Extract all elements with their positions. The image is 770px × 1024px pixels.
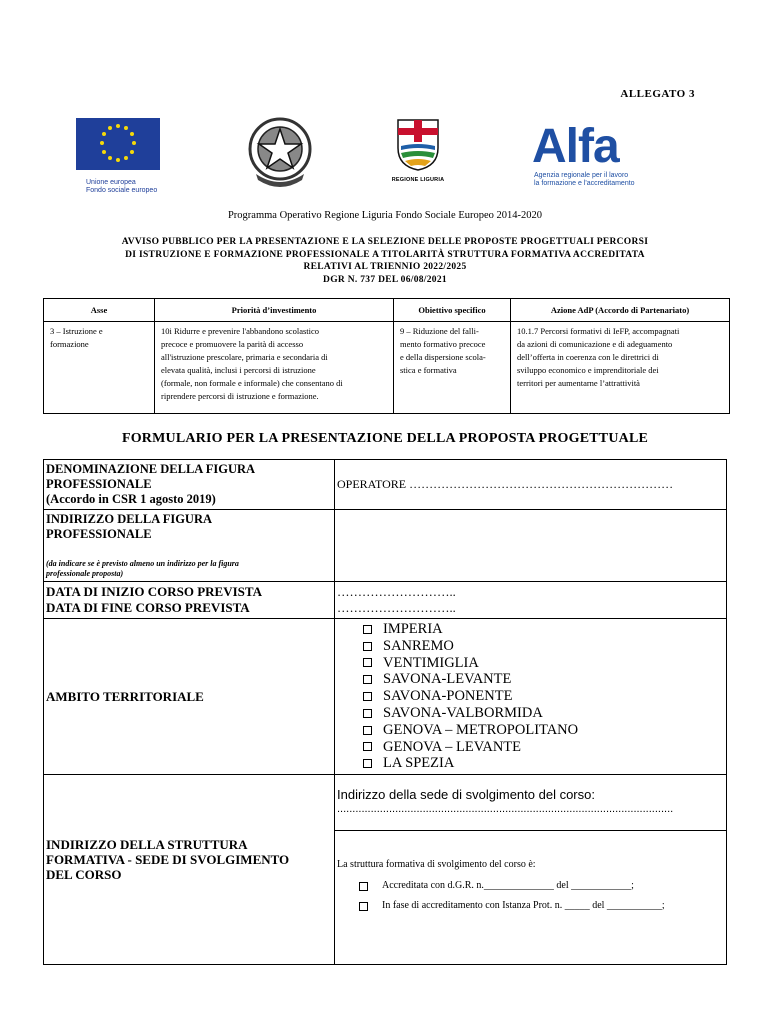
accreditata-label: Accreditata con d.G.R. n.______________ del ____________; <box>382 880 634 892</box>
cell-line: dell’offerta in coerenza con le direttrici di <box>517 352 659 362</box>
accreditata-option[interactable] <box>359 880 724 891</box>
sede-label <box>44 775 335 965</box>
cell-line: elevata qualità, inclusi i percorsi di istruzione <box>161 365 316 375</box>
struttura-intro: La struttura formativa di svolgimento del corso è: <box>337 859 536 871</box>
checkbox-icon[interactable] <box>363 642 372 651</box>
denominazione-label <box>44 460 335 510</box>
eu-logo-line1: Unione europea <box>86 179 136 186</box>
alfa-wordmark: Alfa <box>532 120 619 173</box>
label-line: FORMATIVA - SEDE DI SVOLGIMENTO <box>46 852 290 868</box>
axes-cell-priorita <box>155 322 394 414</box>
avviso-line: DI ISTRUZIONE E FORMAZIONE PROFESSIONALE A TITOLARITÀ STRUTTURA FORMATIVA ACCREDITATA <box>125 249 645 260</box>
alfa-line1: Agenzia regionale per il lavoro <box>534 172 629 179</box>
axes-header-priorita: Priorità d’investimento <box>155 299 394 322</box>
indirizzo-figura-field[interactable] <box>335 510 727 582</box>
operatore-field[interactable] <box>335 460 727 510</box>
label-line: (Accordo in CSR 1 agosto 2019) <box>46 492 216 506</box>
checkbox-icon[interactable] <box>363 726 372 735</box>
eu-logo <box>76 118 160 195</box>
cell-line: stica e formativa <box>400 365 457 375</box>
axes-header-obiettivo: Obiettivo specifico <box>394 299 511 322</box>
option-label: GENOVA – METROPOLITANO <box>383 721 579 738</box>
axes-cell-azione <box>511 322 730 414</box>
checkbox-icon[interactable] <box>363 709 372 718</box>
programma-line: Programma Operativo Regione Liguria Fondo Sociale Europeo 2014-2020 <box>227 210 543 221</box>
ambito-option[interactable] <box>363 722 724 739</box>
data-fine-field[interactable]: ……………………….. <box>337 601 456 615</box>
eu-logo-line2: Fondo sociale europeo <box>86 187 158 194</box>
sede-address-box <box>335 775 726 831</box>
ambito-option[interactable] <box>363 638 724 655</box>
form-title: FORMULARIO PER LA PRESENTAZIONE DELLA PROPOSTA PROGETTUALE <box>121 431 649 446</box>
option-label: SAVONA-PONENTE <box>383 688 513 705</box>
date-fields <box>335 582 727 619</box>
sede-indirizzo-label: Indirizzo della sede di svolgimento del corso: <box>337 787 595 803</box>
avviso-title <box>60 236 710 286</box>
ambito-option[interactable] <box>363 688 724 705</box>
checkbox-icon[interactable] <box>363 675 372 684</box>
logo-bar <box>0 112 770 202</box>
label-line: DEL CORSO <box>46 867 122 883</box>
option-label: GENOVA – LEVANTE <box>383 738 522 755</box>
liguria-label: REGIONE LIGURIA <box>391 177 445 183</box>
regione-liguria-logo <box>390 116 446 183</box>
note-line: (da indicare se è previsto almeno un indirizzo per la figura <box>46 559 239 568</box>
indirizzo-note <box>46 559 332 579</box>
cell-line: 10i Ridurre e prevenire l'abbandono scolastico <box>161 326 320 336</box>
ambito-option[interactable] <box>363 755 724 772</box>
date-labels <box>44 582 335 619</box>
option-label: IMPERIA <box>383 621 443 637</box>
axes-header-asse: Asse <box>44 299 155 322</box>
alfa-line2: la formazione e l'accreditamento <box>534 180 635 187</box>
italian-emblem-icon <box>244 114 316 190</box>
cell-line: da azioni di comunicazione e di adeguamento <box>517 339 673 349</box>
label-line: PROFESSIONALE <box>46 527 152 541</box>
avviso-line: RELATIVI AL TRIENNIO 2022/2025 <box>303 262 467 272</box>
avviso-line: AVVISO PUBBLICO PER LA PRESENTAZIONE E LA SELEZIONE DELLE PROPOSTE PROGETTUALI PERCORSI <box>121 237 649 247</box>
proposal-form-table <box>43 459 727 965</box>
cell-line: all'istruzione prescolare, primaria e secondaria di <box>161 352 328 362</box>
data-inizio-label: DATA DI INIZIO CORSO PREVISTA <box>46 584 262 599</box>
checkbox-icon[interactable] <box>363 658 372 667</box>
avviso-line: DGR N. 737 DEL 06/08/2021 <box>323 274 447 285</box>
in-fase-label: In fase di accreditamento con Istanza Prot. n. _____ del ___________; <box>382 900 665 912</box>
label-line: DENOMINAZIONE DELLA FIGURA <box>46 462 256 476</box>
cell-line: formazione <box>50 339 89 349</box>
operatore-text: OPERATORE ………………………………………………………… <box>337 477 674 491</box>
axes-table <box>43 298 730 414</box>
alfa-logo <box>532 122 662 188</box>
cell-line: 9 – Riduzione del falli- <box>400 326 479 336</box>
ambito-option[interactable] <box>363 671 724 688</box>
option-label: SAVONA-LEVANTE <box>383 671 512 688</box>
eu-flag-icon <box>76 118 160 170</box>
checkbox-icon[interactable] <box>363 625 372 634</box>
ambito-options <box>335 619 727 775</box>
ambito-checklist <box>337 621 724 772</box>
checkbox-icon[interactable] <box>363 759 372 768</box>
cell-line: mento formativo precoce <box>400 339 486 349</box>
cell-line: (formale, non formale e informale) che consentano di <box>161 378 343 388</box>
ambito-option[interactable] <box>363 655 724 672</box>
allegato-label: ALLEGATO 3 <box>620 88 695 100</box>
option-label: SAVONA-VALBORMIDA <box>383 704 543 721</box>
liguria-shield-icon <box>395 116 441 172</box>
note-line: professionale proposta) <box>46 569 124 578</box>
in-fase-option[interactable] <box>359 900 724 911</box>
data-fine-label: DATA DI FINE CORSO PREVISTA <box>46 600 250 615</box>
struttura-box <box>335 831 726 963</box>
cell-line: riprendere percorsi di istruzione e formazione. <box>161 391 319 401</box>
ambito-option[interactable] <box>363 739 724 756</box>
cell-line: 3 – Istruzione e <box>50 326 103 336</box>
cell-line: e della dispersione scola- <box>400 352 486 362</box>
checkbox-icon[interactable] <box>359 882 368 891</box>
sede-fields <box>335 775 727 965</box>
option-label: VENTIMIGLIA <box>383 654 479 671</box>
indirizzo-figura-label <box>44 510 335 582</box>
axes-header-azione: Azione AdP (Accordo di Partenariato) <box>511 299 730 322</box>
label-line: INDIRIZZO DELLA FIGURA <box>46 512 213 526</box>
label-line: PROFESSIONALE <box>46 477 152 491</box>
axes-cell-asse <box>44 322 155 414</box>
ambito-option[interactable] <box>363 705 724 722</box>
sede-indirizzo-field[interactable]: .............................................................................................................. <box>337 803 674 816</box>
cell-line: precoce e promuovere la parità di accesso <box>161 339 304 349</box>
option-label: LA SPEZIA <box>383 755 455 772</box>
checkbox-icon[interactable] <box>359 902 368 911</box>
ambito-label: AMBITO TERRITORIALE <box>44 619 335 775</box>
checkbox-icon[interactable] <box>363 692 372 701</box>
ambito-option[interactable] <box>363 621 724 638</box>
option-label: SANREMO <box>383 637 454 654</box>
cell-line: 10.1.7 Percorsi formativi di IeFP, accompagnati <box>517 326 680 336</box>
cell-line: territori per aumentarne l’attrattività <box>517 378 640 388</box>
checkbox-icon[interactable] <box>363 742 372 751</box>
cell-line: sviluppo economico e imprenditoriale dei <box>517 365 659 375</box>
data-inizio-field[interactable]: ……………………….. <box>337 585 456 599</box>
axes-cell-obiettivo <box>394 322 511 414</box>
label-line: INDIRIZZO DELLA STRUTTURA <box>46 837 248 853</box>
repubblica-emblem <box>244 114 316 195</box>
